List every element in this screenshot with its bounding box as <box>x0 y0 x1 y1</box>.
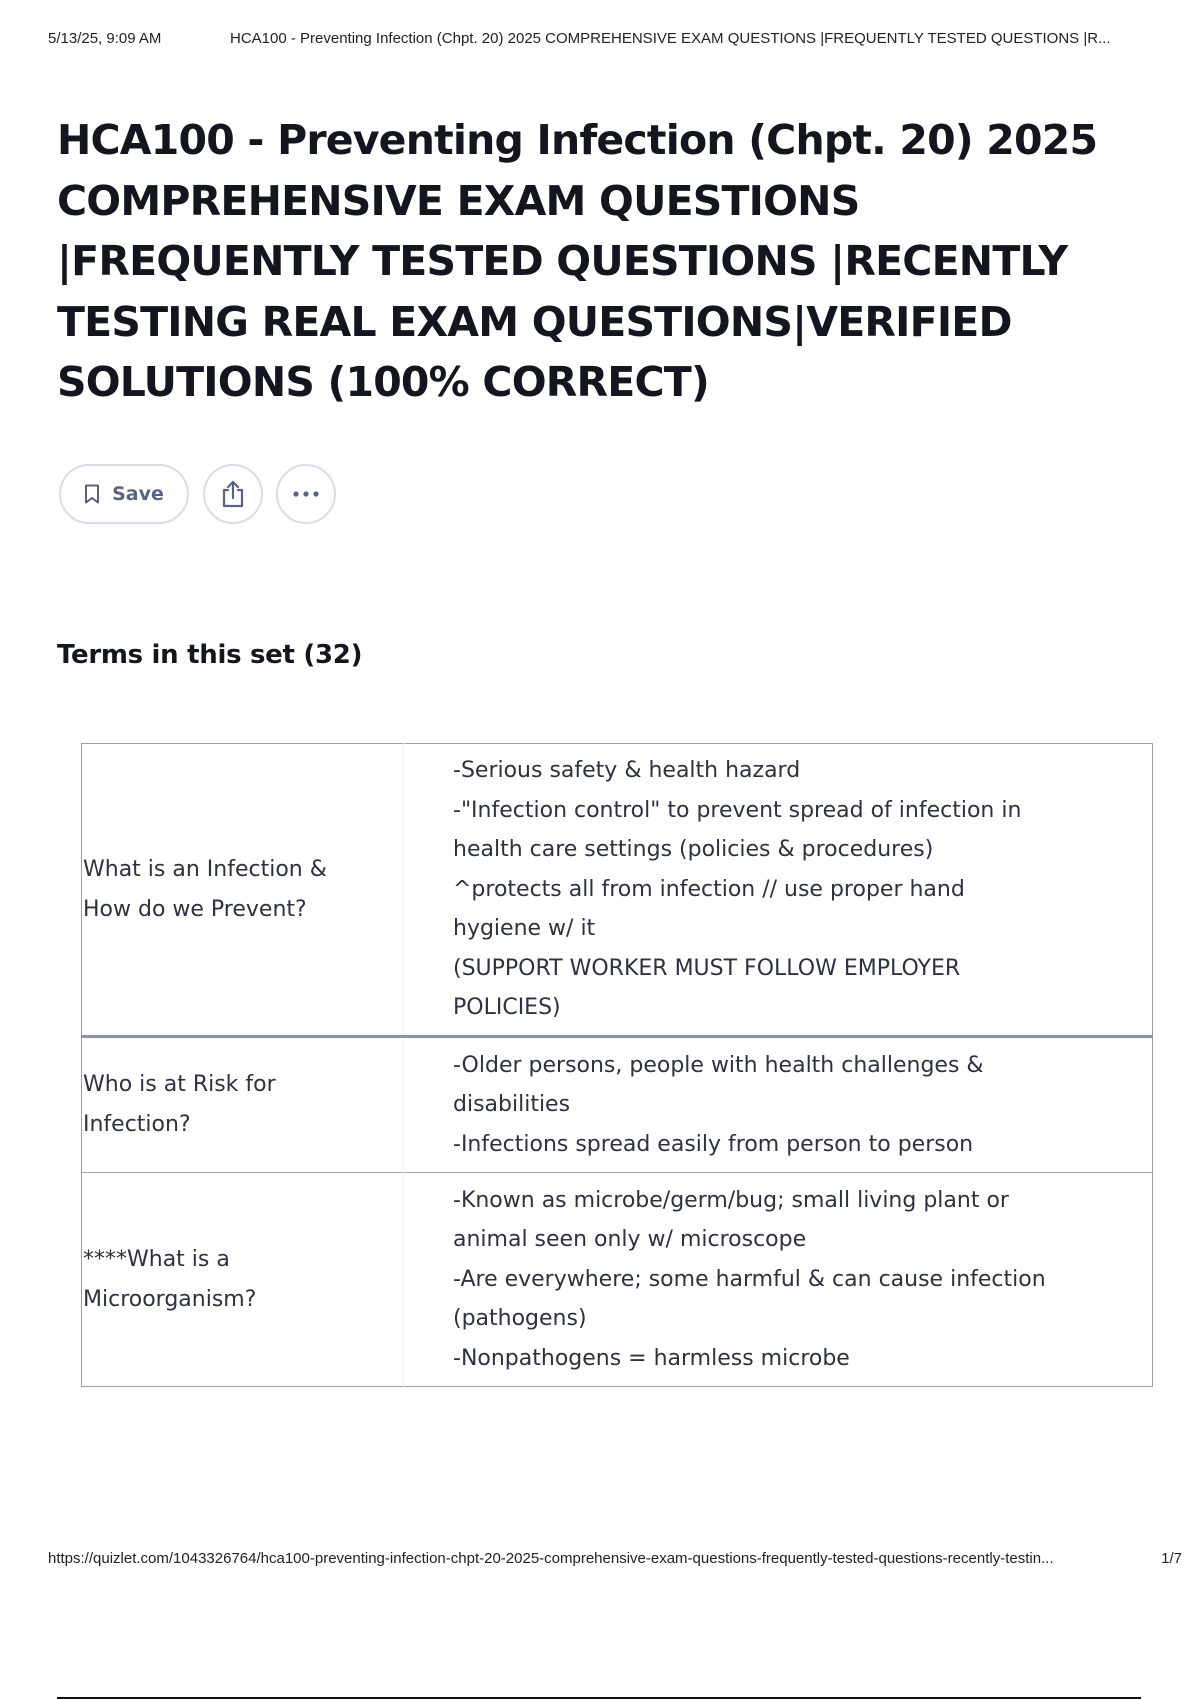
definition-cell <box>404 1037 1153 1173</box>
bookmark-icon <box>84 484 100 504</box>
term-line: Microorganism? <box>83 1286 257 1312</box>
terms-heading: Terms in this set (32) <box>57 640 363 670</box>
terms-table <box>81 743 1153 1387</box>
definition-line: -Infections spread easily from person to person <box>453 1131 974 1157</box>
definition-cell <box>404 1173 1153 1387</box>
definition-line: (SUPPORT WORKER MUST FOLLOW EMPLOYER <box>453 955 961 981</box>
share-icon <box>220 479 246 509</box>
term-line: What is an Infection & <box>83 856 327 882</box>
page-divider <box>57 1697 1141 1699</box>
term-line: ****What is a <box>83 1246 230 1272</box>
term-line: Infection? <box>83 1112 191 1137</box>
set-actions <box>59 464 349 524</box>
definition-line: -Are everywhere; some harmful & can cause infection <box>453 1266 1046 1292</box>
print-date: 5/13/25, 9:09 AM <box>48 30 162 47</box>
table-row <box>82 1037 1153 1173</box>
term-line: How do we Prevent? <box>83 896 307 922</box>
page-indicator: 1/7 <box>1161 1550 1182 1567</box>
term-line: Who is at Risk for <box>83 1072 276 1097</box>
print-header <box>48 30 1182 50</box>
more-options-button[interactable] <box>276 464 336 524</box>
definition-line: animal seen only w/ microscope <box>453 1227 807 1253</box>
definition-line: health care settings (policies & procedures) <box>453 837 934 863</box>
term-cell <box>82 1037 404 1173</box>
definition-line: hygiene w/ it <box>453 916 596 942</box>
page-title: HCA100 - Preventing Infection (Chpt. 20) 2025 COMPREHENSIVE EXAM QUESTIONS |FREQUENTLY TESTED QUESTIONS |RECENTLY TESTING REAL EXAM QUESTIONS|VERIFIED SOLUTIONS (100% CORRECT) <box>57 116 1098 406</box>
definition-line: POLICIES) <box>453 995 561 1021</box>
print-footer <box>48 1550 1182 1570</box>
definition-line: disabilities <box>453 1092 571 1118</box>
definition-line: -Known as microbe/germ/bug; small living plant or <box>453 1187 1009 1213</box>
definition-line: ^protects all from infection // use proper hand <box>453 876 965 902</box>
definition-line: -"Infection control" to prevent spread of infection in <box>453 797 1022 823</box>
print-url: https://quizlet.com/1043326764/hca100-preventing-infection-chpt-20-2025-comprehensive-exam-questions-frequently-tested-questions-recently-testin... <box>48 1550 1054 1567</box>
share-button[interactable] <box>203 464 263 524</box>
table-row <box>82 744 1153 1037</box>
table-row <box>82 1173 1153 1387</box>
term-cell <box>82 744 404 1037</box>
definition-line: -Serious safety & health hazard <box>453 758 801 784</box>
definition-line: (pathogens) <box>453 1306 587 1332</box>
more-horizontal-icon <box>292 490 320 498</box>
definition-line: -Older persons, people with health challenges & <box>453 1052 984 1078</box>
definition-cell <box>404 744 1153 1037</box>
definition-line: -Nonpathogens = harmless microbe <box>453 1345 850 1371</box>
save-button[interactable] <box>59 464 189 524</box>
save-button-label: Save <box>112 483 164 505</box>
print-page-title: HCA100 - Preventing Infection (Chpt. 20) 2025 COMPREHENSIVE EXAM QUESTIONS |FREQUENTLY TESTED QUESTIONS |R... <box>230 30 1111 47</box>
term-cell <box>82 1173 404 1387</box>
